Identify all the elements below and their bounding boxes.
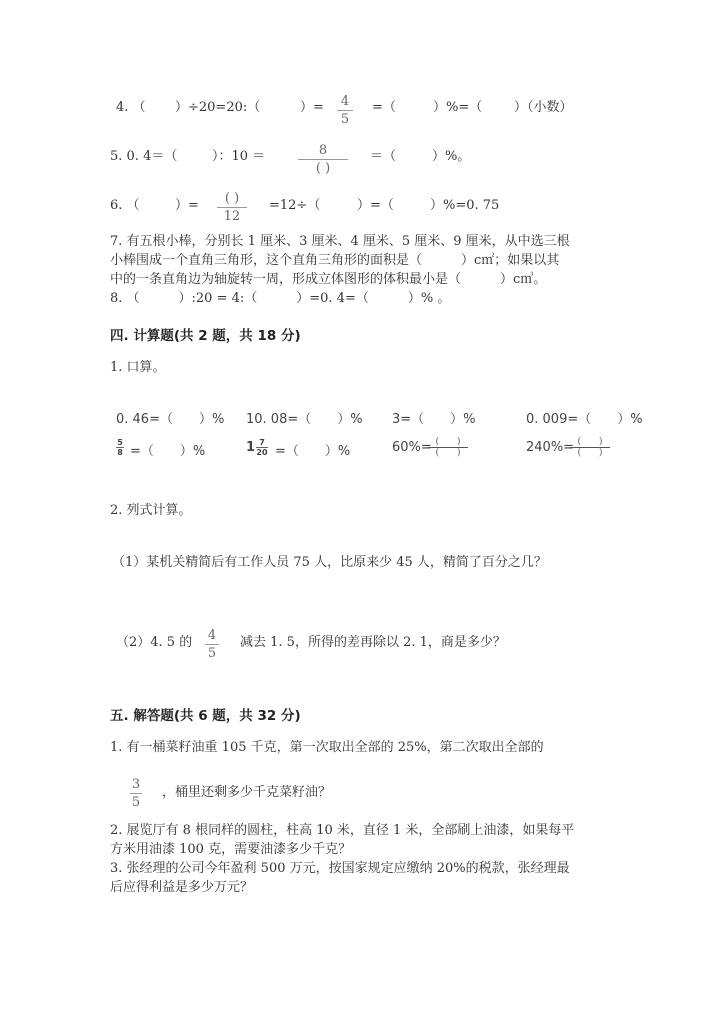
- q7-line-3: 中的一条直角边为轴旋转一周，形成立体图形的体积最小是（ ）c㎥。: [110, 272, 547, 287]
- s5-q3-line1: 3. 张经理的公司今年盈利 500 万元，按国家规定应缴纳 20%的税款，张经理最: [110, 861, 570, 876]
- section-5-heading: 五. 解答题(共 6 题，共 32 分): [110, 708, 301, 724]
- oral-calc-rest: =（ ）%: [130, 444, 206, 459]
- oral-calc-item: 0. 46=（ ）%: [116, 412, 225, 427]
- q4-part-1: 4. （: [116, 100, 146, 115]
- s4-q2-title: 2. 列式计算。: [110, 503, 192, 518]
- q4-part-2: ）÷20=20:（: [175, 100, 261, 115]
- s5-q2-line2: 方米用油漆 100 克，需要油漆多少千克？: [110, 842, 352, 857]
- s4-q1-title: 1. 口算。: [110, 360, 166, 375]
- q6-fraction: ( ) 12: [217, 191, 247, 224]
- fraction-bar: [205, 644, 219, 645]
- fraction-7-20: 7 20: [256, 438, 268, 457]
- q7-line-2: 小棒围成一个直角三角形，这个直角三角形的面积是（ ）c㎡；如果以其: [110, 253, 560, 268]
- question-8: 8. （ ）:20 = 4:（ ）=0. 4=（ ）% 。: [110, 291, 451, 306]
- oral-calc-item: 3=（ ）%: [392, 412, 476, 427]
- fraction-bar: [217, 207, 247, 208]
- fraction-bar: [337, 110, 353, 111]
- fraction-4-5: 4 5: [205, 628, 219, 661]
- blank-fraction: ( ) ( ): [570, 437, 610, 458]
- fraction-bar: [298, 159, 348, 160]
- q4-part-3: ）=: [300, 100, 324, 115]
- fraction-3-5: 3 5: [131, 777, 141, 810]
- q5-fraction: 8 ( ): [298, 143, 348, 176]
- s4-q2-sub1: （1）某机关精简后有工作人员 75 人，比原来少 45 人，精简了百分之几？: [112, 555, 547, 570]
- q5-part-2: ）：10 ＝: [212, 149, 266, 164]
- q5-part-1: 5. 0. 4＝（: [110, 149, 178, 164]
- q6-part-3: =12÷（: [269, 198, 321, 213]
- s5-q3-line2: 后应得利益是多少万元？: [110, 880, 254, 895]
- q6-part-1: 6. （: [110, 198, 140, 213]
- mixed-whole: 1: [246, 440, 256, 455]
- s5-q2-line1: 2. 展览厅有 8 根同样的圆柱，柱高 10 米，直径 1 米，全部刷上油漆，如果每平: [110, 823, 575, 838]
- q4-part-4: =（: [372, 100, 396, 115]
- s5-q1-line1: 1. 有一桶菜籽油重 105 千克，第一次取出全部的 25%，第二次取出全部的: [110, 740, 544, 755]
- q5-part-3: ＝（: [370, 149, 397, 164]
- section-4-heading: 四. 计算题(共 2 题，共 18 分): [110, 328, 301, 344]
- oral-calc-rest: =（ ）%: [275, 444, 351, 459]
- q6-part-2: ）=: [175, 198, 199, 213]
- fraction-bar: [130, 793, 142, 794]
- oral-calc-item: 0. 009=（ ）%: [526, 412, 643, 427]
- q6-part-5: ）%=0. 75: [430, 198, 500, 213]
- fraction-5-8: 5 8: [117, 438, 123, 457]
- sub2-after: 减去 1. 5，所得的差再除以 2. 1，商是多少？: [240, 635, 506, 650]
- oral-calc-lead: 60%=: [392, 440, 432, 455]
- q4-part-6: ）（小数）: [514, 100, 573, 115]
- blank-fraction: ( ) ( ): [428, 437, 468, 458]
- q4-fraction: 4 5: [337, 94, 353, 127]
- q5-part-4: ）%。: [432, 149, 471, 164]
- q7-line-1: 7. 有五根小棒，分别长 1 厘米、3 厘米、4 厘米、5 厘米、9 厘米，从中选三根: [110, 234, 570, 249]
- oral-calc-item: 10. 08=（ ）%: [246, 412, 363, 427]
- oral-calc-lead: 240%=: [526, 440, 575, 455]
- q6-part-4: ）=（: [357, 198, 394, 213]
- sub2-before: （2）4. 5 的: [116, 635, 193, 650]
- s5-q1-line2: ，桶里还剩多少千克菜籽油？: [162, 785, 332, 800]
- q4-part-5: ）%=（: [433, 100, 483, 115]
